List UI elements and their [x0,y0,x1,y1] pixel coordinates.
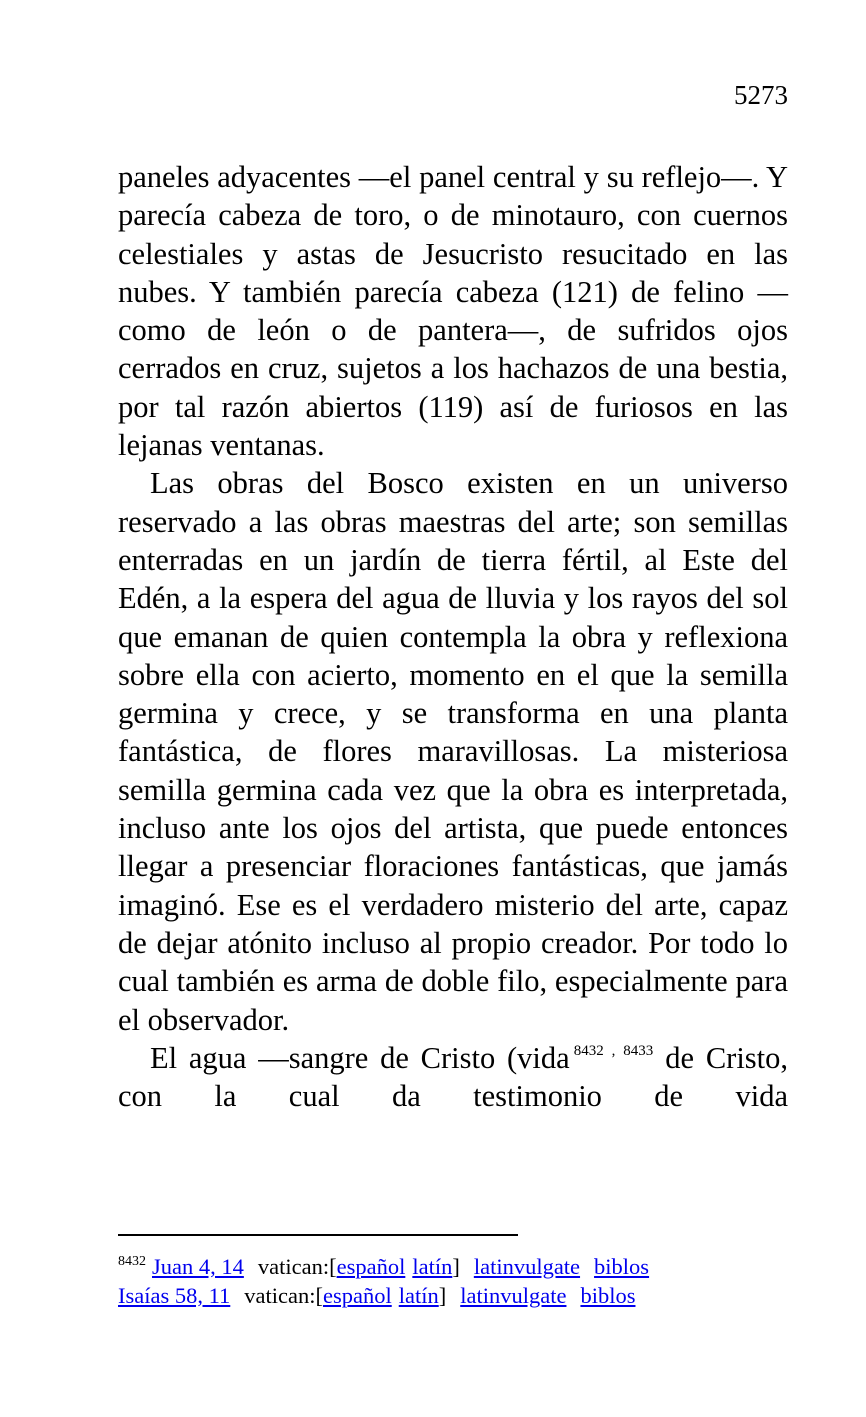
paragraph-3-text-start: El agua —sangre de Cristo (vida [150,1040,570,1075]
vatican-suffix: ] [452,1254,460,1279]
footnote-line-2 [118,1281,818,1310]
paragraph-1: paneles adyacentes —el panel central y su reflejo—. Y parecía cabeza de toro, o de minotauro, con cuernos celestiales y astas de Jesucristo resucitado en las nubes. Y también parecía cabeza (121) de felino —como de león o de pantera—, de sufridos ojos cerrados en cruz, sujetos a los hachazos de una bestia, por tal razón abiertos (119) así de furiosos en las lejanas ventanas. [118,160,788,463]
page-number: 5273 [734,80,788,110]
link-latin[interactable]: latín [398,1283,439,1308]
footnote-marker: 8432 [118,1254,146,1269]
paragraph-3 [118,1039,788,1116]
body-text [118,158,788,1115]
vatican-suffix: ] [438,1283,447,1308]
ref-link-juan[interactable]: Juan 4, 14 [152,1254,244,1279]
paragraph-3-text-end: de Cristo, con la cual da testimonio de vida [118,1040,789,1114]
footnote-divider [118,1234,518,1236]
link-espanol[interactable]: español [323,1283,392,1308]
footnote-line-1 [118,1252,818,1281]
footnotes [118,1252,818,1310]
ref-link-isaias[interactable]: Isaías 58, 11 [118,1283,231,1308]
link-espanol[interactable]: español [336,1254,406,1279]
link-biblos[interactable]: biblos [594,1254,650,1279]
link-latinvulgate[interactable]: latinvulgate [460,1283,567,1308]
vatican-prefix: vatican:[ [257,1254,337,1279]
footnote-reference[interactable]: 8432 , 8433 [573,1042,654,1059]
link-latin[interactable]: latín [412,1254,453,1279]
link-latinvulgate[interactable]: latinvulgate [473,1254,581,1279]
link-biblos[interactable]: biblos [580,1283,636,1308]
vatican-prefix: vatican:[ [244,1283,323,1308]
paragraph-2: Las obras del Bosco existen en un universo reservado a las obras maestras del arte; son semillas enterradas en un jardín de tierra fértil, al Este del Edén, a la espera del agua de lluvia y los rayos del sol que emanan de quien contempla la obra y reflexiona sobre ella con acierto, momento en el que la semilla germina y crece, y se transforma en una planta fantástica, de flores maravillosas. La misteriosa semilla germina cada vez que la obra es interpretada, incluso ante los ojos del artista, que puede entonces llegar a presenciar floraciones fantásticas, que jamás imaginó. Ese es el verdadero misterio del arte, capaz de dejar atónito incluso al propio creador. Por todo lo cual también es arma de doble filo, especialmente para el observador. [118,466,788,1037]
